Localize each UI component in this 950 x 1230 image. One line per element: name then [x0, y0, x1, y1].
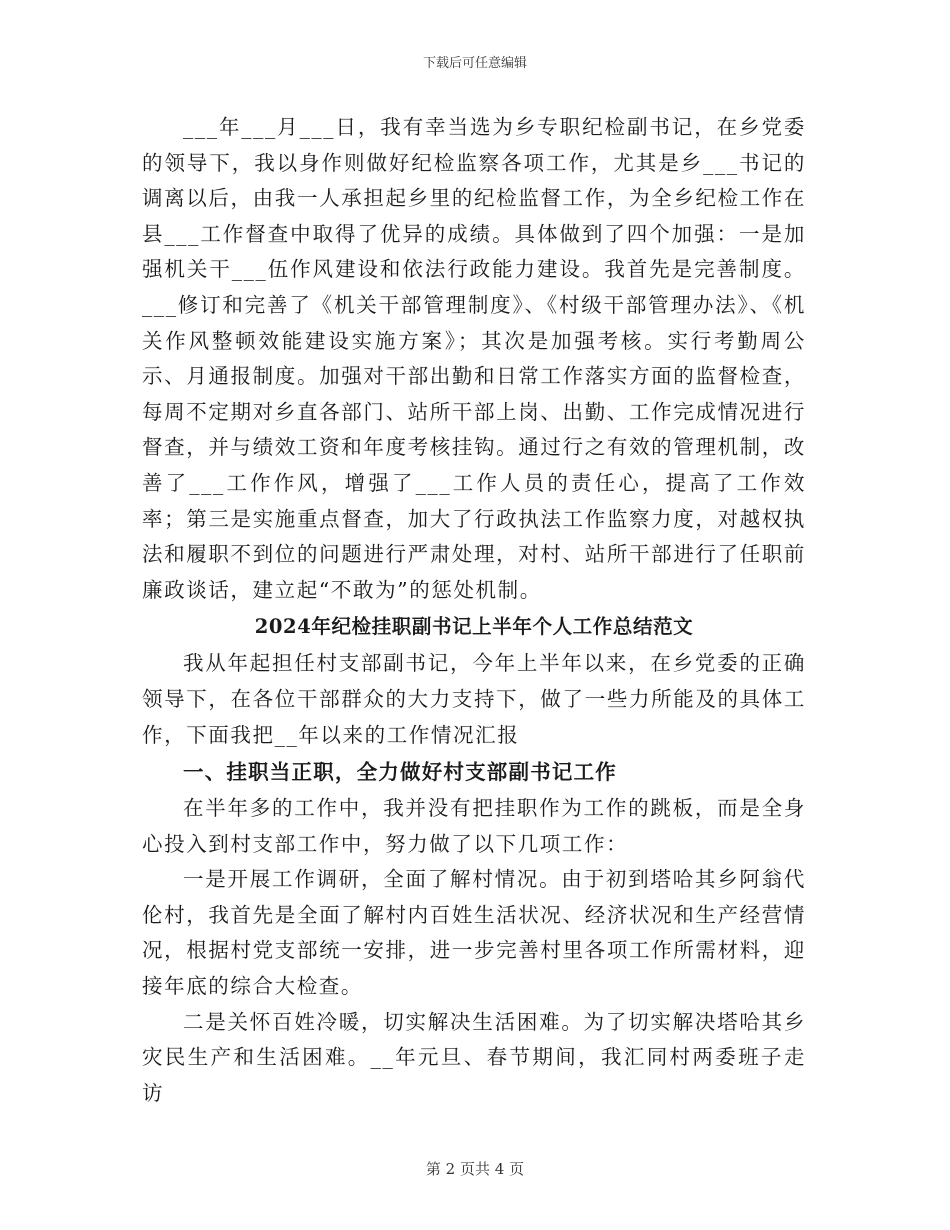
- paragraph-4: 一是开展工作调研，全面了解村情况。由于初到塔哈其乡阿翁代伦村，我首先是全面了解村内百姓生活状况、经济状况和生产经营情况，根据村党支部统一安排，进一步完善村里各项工作所需材料，迎接年底的综合大检查。: [142, 867, 806, 999]
- paragraph-1: ___年___月___日，我有幸当选为乡专职纪检副书记，在乡党委的领导下，我以身作则做好纪检监察各项工作，尤其是乡___书记的调离以后，由我一人承担起乡里的纪检监督工作，为全乡纪检工作在县___工作督查中取得了优异的成绩。具体做到了四个加强：一是加强机关干___伍作风建设和依法行政能力建设。我首先是完善制度。___修订和完善了《机关干部管理制度》、《村级干部管理办法》、《机关作风整顿效能建设实施方案》；其次是加强考核。实行考勤周公示、月通报制度。加强对干部出勤和日常工作落实方面的监督检查，每周不定期对乡直各部门、站所干部上岗、出勤、工作完成情况进行督查，并与绩效工资和年度考核挂钩。通过行之有效的管理机制，改善了___工作作风，增强了___工作人员的责任心，提高了工作效率；第三是实施重点督查，加大了行政执法工作监察力度，对越权执法和履职不到位的问题进行严肃处理，对村、站所干部进行了任职前廉政谈话，建立起“不敢为”的惩处机制。: [142, 115, 806, 602]
- page-header: 下载后可任意编辑: [422, 56, 527, 71]
- document-title: 2024年纪检挂职副书记上半年个人工作总结范文: [254, 615, 694, 639]
- document-body: [142, 110, 806, 1111]
- paragraph-2: 我从年起担任村支部副书记，今年上半年以来，在乡党委的正确领导下，在各位干部群众的大力支持下，做了一些力所能及的具体工作，下面我把__年以来的工作情况汇报: [142, 651, 806, 747]
- paragraph-5: 二是关怀百姓冷暖，切实解决生活困难。为了切实解决塔哈其乡灾民生产和生活困难。__年元旦、春节期间，我汇同村两委班子走访: [142, 1009, 806, 1105]
- page-number: 第 2 页共 4 页: [425, 1160, 525, 1178]
- section-heading-1: 一、挂职当正职，全力做好村支部副书记工作: [183, 760, 617, 785]
- paragraph-3: 在半年多的工作中，我并没有把挂职作为工作的跳板，而是全身心投入到村支部工作中，努力做了以下几项工作：: [142, 796, 806, 856]
